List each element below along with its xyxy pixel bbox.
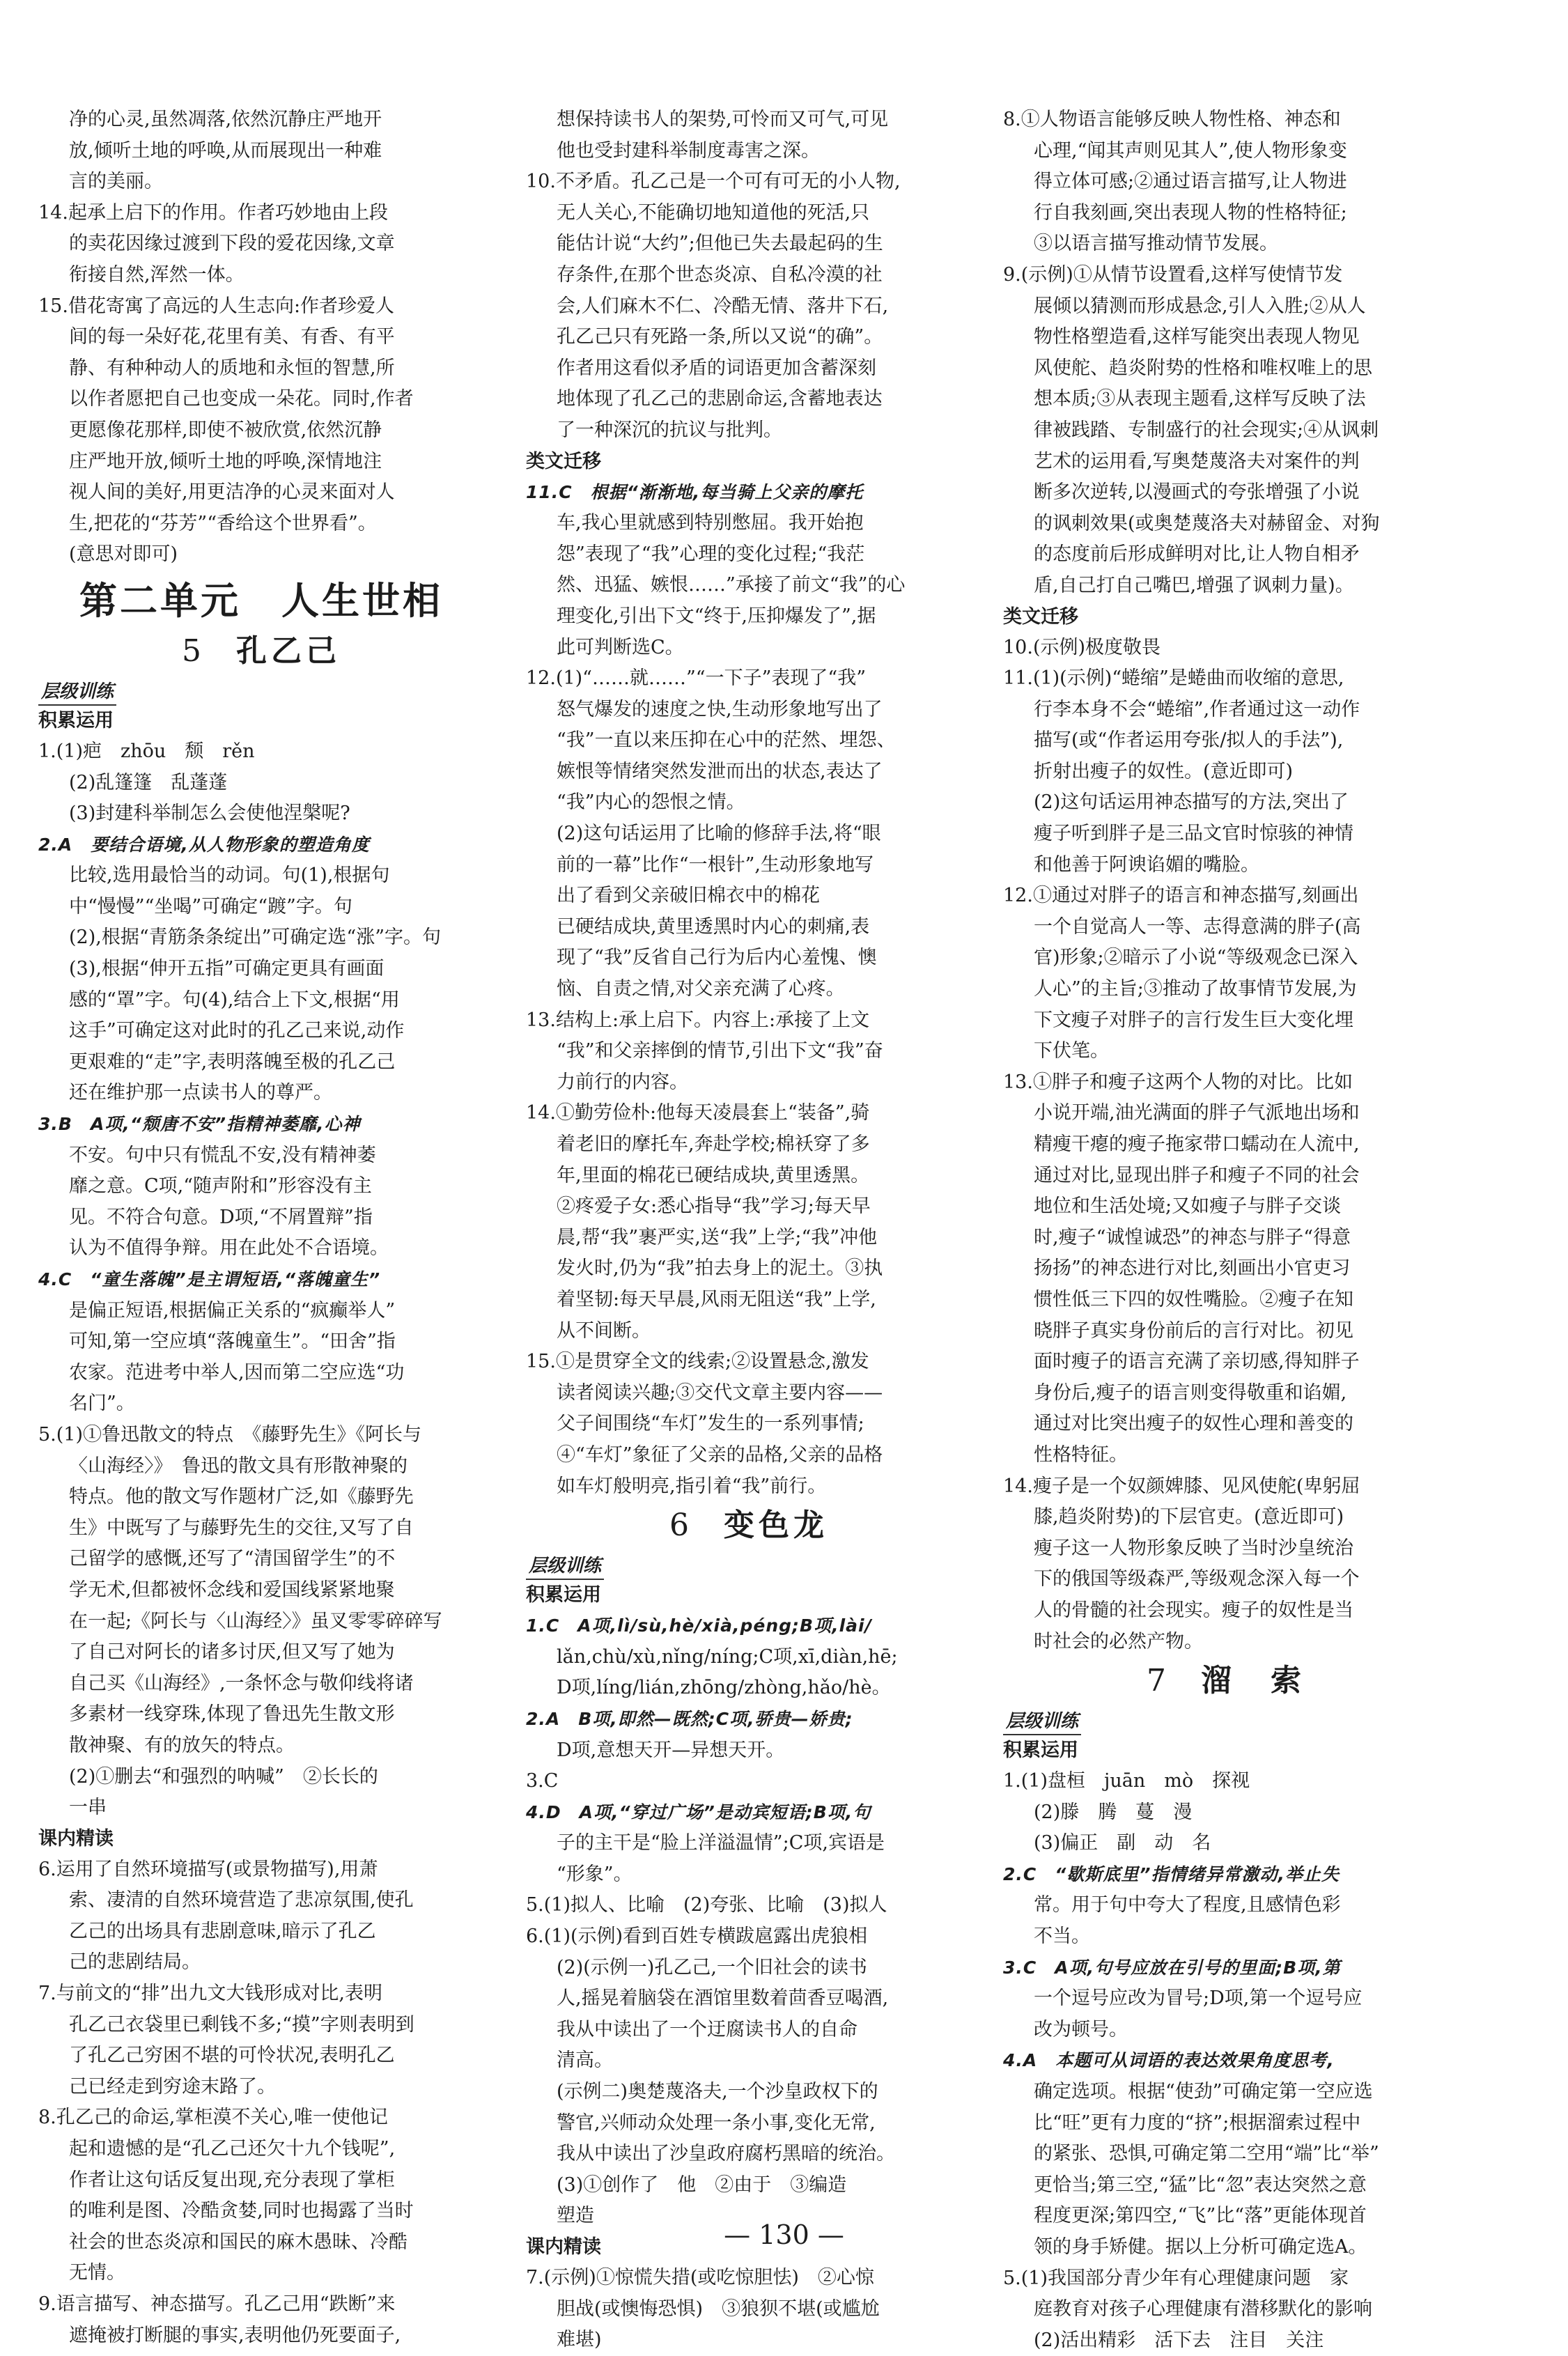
text-line: 地体现了孔乙己的悲剧命运,含蓄地表达 — [557, 388, 883, 410]
text-line: 了孔乙己穷困不堪的可怜状况,表明孔乙 — [69, 2045, 395, 2067]
text-line: 比“旺”更有力度的“挤”;根据溜索过程中 — [1034, 2111, 1361, 2134]
text-line: 确定选项。根据“使劲”可确定第一空应选 — [1034, 2081, 1373, 2103]
text-line: 认为不值得争辩。用在此处不合语境。 — [69, 1237, 389, 1260]
text-line: 程度更深;第四空,“飞”比“落”更能体现首 — [1034, 2205, 1367, 2227]
text-line: “我”内心的怨恨之情。 — [557, 791, 745, 814]
text-line: 10.不矛盾。孔乙己是一个可有可无的小人物, — [526, 171, 901, 193]
text-line: 了一种深沉的抗议与批判。 — [557, 419, 782, 441]
text-line: 晨,帮“我”裹严实,送“我”上学;“我”冲他 — [557, 1226, 878, 1248]
text-line: 人心”的主旨;③推动了故事情节发展,为 — [1034, 978, 1357, 1000]
text-line: 想本质;③从表现主题看,这样写反映了法 — [1034, 388, 1366, 410]
text-line: 惯性低三下四的奴性嘴脸。②瘦子在知 — [1034, 1288, 1353, 1310]
text-line: 发火时,仍为“我”拍去身上的泥土。③执 — [557, 1257, 883, 1280]
text-line: 现了“我”反省自己行为后内心羞愧、懊 — [557, 947, 877, 969]
text-line: 感的“罩”字。句(4),结合上下文,根据“用 — [69, 989, 400, 1011]
answer-block — [1003, 633, 1449, 1658]
text-line: 行李本身不会“蜷缩”,作者通过这一动作 — [1034, 698, 1360, 720]
section-heading: 类文迁移 — [526, 450, 601, 472]
text-line: 6.(1)(示例)看到百姓专横跋扈露出虎狼相 — [526, 1925, 868, 1948]
text-line: 3.B A项,“颓唐不安”指精神萎靡,心神 — [38, 1114, 361, 1135]
text-line: 断多次逆转,以漫画式的夸张增强了小说 — [1034, 481, 1360, 504]
text-line: 靡之意。C项,“随声附和”形容没有主 — [69, 1175, 372, 1198]
text-line: 3.C — [526, 1770, 559, 1792]
text-line: 是偏正短语,根据偏正关系的“疯癫举人” — [69, 1299, 396, 1322]
text-line: 艺术的运用看,写奥楚蔑洛夫对案件的判 — [1034, 450, 1360, 472]
text-line: 清高。 — [557, 2049, 613, 2072]
text-line: 心理,“闻其声则见其人”,使人物形象变 — [1034, 139, 1347, 162]
text-line: 一个逗号应改为冒号;D项,第一个逗号应 — [1034, 1987, 1363, 2010]
text-line: 通过对比,显现出胖子和瘦子不同的社会 — [1034, 1164, 1360, 1186]
section-tag: 层级训练 — [526, 1553, 604, 1580]
text-line: ③以语言描写推动情节发展。 — [1034, 233, 1278, 255]
text-line: 在一起;《阿长与〈山海经〉》虽叉零零碎碎写 — [69, 1610, 442, 1632]
text-line: 作者用这看似矛盾的词语更加含蓄深刻 — [557, 357, 876, 379]
text-line: 学无术,但都被怀念线和爱国线紧紧地聚 — [69, 1579, 395, 1601]
answer-block — [526, 1611, 972, 2232]
text-line: (2)(示例一)孔乙己,一个旧社会的读书 — [557, 1956, 867, 1978]
lesson-number: 5 — [182, 633, 205, 669]
column-middle — [526, 104, 972, 2356]
text-line: 瘦子这一人物形象反映了当时沙皇统治 — [1034, 1537, 1353, 1559]
text-line: 前的一幕”比作“一根针”,生动形象地写 — [557, 853, 874, 876]
text-line: 性格特征。 — [1034, 1443, 1128, 1466]
text-line: 11.(1)(示例)“蜷缩”是蜷曲而收缩的意思, — [1003, 667, 1344, 690]
text-line: ②疼爱子女:悉心指导“我”学习;每天早 — [557, 1195, 871, 1218]
text-line: 1.(1)盘桓 juān mò 探视 — [1003, 1770, 1250, 1792]
text-line: (意思对即可) — [69, 543, 178, 566]
text-line: (2)活出精彩 活下去 注目 关注 — [1034, 2329, 1324, 2351]
text-line: 的态度前后形成鲜明对比,让人物自相矛 — [1034, 543, 1360, 566]
text-line: 人,摇晃着脑袋在酒馆里数着茴香豆喝酒, — [557, 1987, 889, 2010]
text-line: 子的主干是“脸上洋溢温情”;C项,宾语是 — [557, 1832, 885, 1854]
text-line: 常。用于句中夸大了程度,且感情色彩 — [1034, 1894, 1341, 1916]
text-line: 孔乙己只有死路一条,所以又说“的确”。 — [557, 326, 883, 348]
section-tag: 层级训练 — [1003, 1709, 1081, 1735]
text-line: 车,我心里就感到特别憋屈。我开始抱 — [557, 512, 864, 534]
text-line: 会,人们麻木不仁、冷酷无情、落井下石, — [557, 295, 889, 317]
lesson-title — [38, 629, 484, 674]
section-heading: 积累运用 — [526, 1584, 601, 1606]
lesson-name: 孔乙己 — [236, 633, 341, 669]
text-line: 下伏笔。 — [1034, 1040, 1109, 1062]
text-line: 父子间围绕“车灯”发生的一系列事情; — [557, 1413, 864, 1435]
text-line: 8.孔乙己的命运,掌柜漠不关心,唯一使他记 — [38, 2107, 388, 2129]
text-line: “我”和父亲摔倒的情节,引出下文“我”奋 — [557, 1040, 883, 1062]
text-line: (2)这句话运用了比喻的修辞手法,将“眼 — [557, 823, 881, 845]
lesson-number: 6 — [669, 1508, 693, 1544]
text-line: 一串 — [69, 1797, 107, 1819]
text-line: “形象”。 — [557, 1863, 632, 1885]
section-heading: 类文迁移 — [1003, 605, 1078, 628]
text-line: 14.①勤劳俭朴:他每天凌晨套上“装备”,骑 — [526, 1102, 870, 1124]
text-line: 和他善于阿谀谄媚的嘴脸。 — [1034, 853, 1259, 876]
text-line: 领的身手矫健。据以上分析可确定选A。 — [1034, 2236, 1367, 2258]
text-line: 精瘦干瘪的瘦子拖家带口蠕动在人流中, — [1034, 1133, 1360, 1155]
text-line: 风使舵、趋炎附势的性格和唯权唯上的思 — [1034, 357, 1372, 379]
text-line: 农家。范进考中举人,因而第二空应选“功 — [69, 1361, 405, 1384]
text-line: 不安。句中只有慌乱不安,没有精神萎 — [69, 1144, 376, 1166]
text-line: 这手”可确定这对此时的孔乙己来说,动作 — [69, 1020, 405, 1042]
text-line: 12.(1)“……就……”“一下子”表现了“我” — [526, 667, 867, 690]
text-line: 多素材一线穿珠,体现了鲁迅先生散文形 — [69, 1703, 395, 1726]
text-line: 孔乙己衣袋里已剩钱不多;“摸”字则表明到 — [69, 2013, 414, 2036]
text-line: (2)滕 腾 蔓 漫 — [1034, 1801, 1193, 1823]
text-line: 更恰当;第三空,“猛”比“忽”表达突然之意 — [1034, 2173, 1367, 2196]
text-line: (2)这句话运用神态描写的方法,突出了 — [1034, 791, 1349, 814]
text-line: 8.①人物语言能够反映人物性格、神态和 — [1003, 109, 1341, 130]
text-line: 3.C A项,句号应放在引号的里面;B项,第 — [1003, 1957, 1341, 1978]
text-line: 面时瘦子的语言充满了亲切感,得知胖子 — [1034, 1351, 1360, 1373]
text-line: 物性格塑造看,这样写能突出表现人物见 — [1034, 326, 1360, 348]
text-line: 自己买《山海经》,一条怀念与敬仰线将诸 — [69, 1672, 414, 1694]
text-line: 难堪) — [557, 2329, 602, 2351]
text-line: 静、有种种动人的质地和永恒的智慧,所 — [69, 357, 395, 379]
text-line: 人的骨髓的社会现实。瘦子的奴性是当 — [1034, 1599, 1353, 1621]
section-heading: 课内精读 — [526, 2236, 601, 2258]
text-line: 怒气爆发的速度之快,生动形象地写出了 — [557, 698, 883, 720]
text-line: 言的美丽。 — [69, 171, 163, 193]
text-line: 比较,选用最恰当的动词。句(1),根据句 — [69, 865, 390, 887]
text-line: 9.(示例)①从情节设置看,这样写使情节发 — [1003, 263, 1343, 286]
lesson-name: 变色龙 — [724, 1508, 828, 1544]
text-line: 14.起承上启下的作用。作者巧妙地由上段 — [38, 201, 388, 224]
text-line: 从不间断。 — [557, 1319, 651, 1342]
text-line: 中“慢慢”“坐喝”可确定“踱”字。句 — [69, 895, 352, 917]
text-line: 间的每一朵好花,花里有美、有香、有平 — [69, 326, 395, 348]
text-line: 更艰难的“走”字,表明落魄至极的孔乙己 — [69, 1051, 396, 1073]
text-line: 一个自觉高人一等、志得意满的胖子(高 — [1034, 915, 1361, 938]
text-line: 散神聚、有的放矢的特点。 — [69, 1734, 295, 1756]
lesson-name: 溜 索 — [1201, 1663, 1305, 1699]
text-line: 〈山海经〉》 鲁迅的散文具有形散神聚的 — [69, 1455, 407, 1477]
text-line: 2.A 要结合语境,从人物形象的塑造角度 — [38, 834, 370, 855]
text-line: 存条件,在那个世态炎凉、自私冷漠的社 — [557, 263, 883, 286]
text-line: 13.结构上:承上启下。内容上:承接了上文 — [526, 1009, 870, 1031]
text-line: 出了看到父亲破旧棉衣中的棉花 — [557, 885, 820, 907]
text-line: ④“车灯”象征了父亲的品格,父亲的品格 — [557, 1443, 883, 1466]
text-line: 以作者愿把自己也变成一朵花。同时,作者 — [69, 388, 414, 410]
text-line: 11.C 根据“渐渐地,每当骑上父亲的摩托 — [526, 481, 864, 502]
text-line: 无人关心,不能确切地知道他的死活,只 — [557, 201, 870, 224]
lesson-title — [526, 1503, 972, 1548]
text-line: 索、凄清的自然环境营造了悲凉氛围,使孔 — [69, 1889, 414, 1912]
text-line: 作者让这句话反复出现,充分表现了掌柜 — [69, 2169, 395, 2191]
text-line: 盾,自己打自己嘴巴,增强了讽刺力量)。 — [1034, 574, 1354, 596]
text-line: 生》中既写了与藤野先生的交往,又写了自 — [69, 1517, 414, 1539]
text-line: 放,倾听土地的呼唤,从而展现出一种难 — [69, 139, 382, 162]
text-line: 无情。 — [69, 2262, 125, 2284]
text-line: 衔接自然,浑然一体。 — [69, 263, 244, 286]
text-line: 2.A B项,即然—既然;C项,骄贵—娇贵; — [526, 1708, 853, 1729]
section-heading: 课内精读 — [38, 1827, 114, 1850]
text-line: 名门”。 — [69, 1393, 135, 1415]
text-line: (3),根据“伸开五指”可确定更具有画面 — [69, 958, 385, 980]
text-line: 折射出瘦子的奴性。(意近即可) — [1034, 760, 1294, 782]
text-line: 遮掩被打断腿的事实,表明他仍死要面子, — [69, 2324, 401, 2346]
text-line: 9.语言描写、神态描写。孔乙己用“跌断”来 — [38, 2293, 396, 2315]
text-line: 12.①通过对胖子的语言和神态描写,刻画出 — [1003, 885, 1359, 907]
text-line: 理变化,引出下文“终于,压抑爆发了”,据 — [557, 605, 876, 627]
text-line: 律被践踏、专制盛行的社会现实;④从讽刺 — [1034, 419, 1379, 441]
text-line: 已硬结成块,黄里透黑时内心的刺痛,表 — [557, 915, 870, 938]
text-line: 时社会的必然产物。 — [1034, 1630, 1203, 1652]
text-line: 扬扬”的神态进行对比,刻画出小官吏习 — [1034, 1257, 1351, 1280]
text-line: 14.瘦子是一个奴颜婢膝、见风使舵(卑躬屈 — [1003, 1475, 1360, 1497]
text-line: 5.(1)我国部分青少年有心理健康问题 家 — [1003, 2267, 1349, 2289]
text-line: 6.运用了自然环境描写(或景物描写),用萧 — [38, 1858, 378, 1880]
answer-block — [38, 1854, 484, 2352]
text-line: 2.C “歇斯底里”指情绪异常激动,举止失 — [1003, 1863, 1340, 1884]
text-line: 4.A 本题可从词语的表达效果角度思考, — [1003, 2050, 1335, 2071]
text-line: 的紧张、恐惧,可确定第二空用“端”比“举” — [1034, 2143, 1379, 2165]
text-line: 净的心灵,虽然凋落,依然沉静庄严地开 — [69, 109, 382, 130]
text-line: 行自我刻画,突出表现人物的性格特征; — [1034, 201, 1347, 224]
text-line: 胆战(或懊悔恐惧) ③狼狈不堪(或尴尬 — [557, 2297, 880, 2320]
text-line: 生,把花的“芬芳”“香给这个世界看”。 — [69, 512, 377, 534]
text-line: 不当。 — [1034, 1925, 1090, 1948]
text-line: 庭教育对孩子心理健康有潜移默化的影响 — [1034, 2298, 1372, 2320]
text-line: 通过对比突出瘦子的奴性心理和善变的 — [1034, 1413, 1353, 1435]
text-line: 4.D A项,“穿过广场”是动宾短语;B项,句 — [526, 1801, 871, 1822]
text-line: 地位和生活处境;又如瘦子与胖子交谈 — [1034, 1195, 1342, 1218]
text-line: 下文瘦子对胖子的言行发生巨大变化埋 — [1034, 1009, 1353, 1031]
text-line: 5.(1)拟人、比喻 (2)夸张、比喻 (3)拟人 — [526, 1894, 887, 1916]
text-line: 力前行的内容。 — [557, 1071, 688, 1093]
answer-block — [526, 477, 972, 1503]
text-line: 的讽刺效果(或奥楚蔑洛夫对赫留金、对狗 — [1034, 512, 1380, 534]
text-line: (2)①删去“和强烈的呐喊” ②长长的 — [69, 1765, 378, 1788]
text-line: 想保持读书人的架势,可怜而又可气,可见 — [557, 109, 889, 130]
unit-title: 第二单元 人生世相 — [79, 578, 443, 623]
answer-block — [38, 736, 484, 1824]
text-line: 展倾以猜测而形成悬念,引人入胜;②从人 — [1034, 295, 1366, 317]
text-line: 我从中读出了一个迂腐读书人的自命 — [557, 2018, 857, 2040]
column-left — [38, 104, 484, 2351]
text-line: 得立体可感;②通过语言描写,让人物进 — [1034, 171, 1347, 193]
text-line: 晓胖子真实身份前后的言行对比。初见 — [1034, 1319, 1353, 1342]
text-line: 身份后,瘦子的语言则变得敬重和谄媚, — [1034, 1381, 1347, 1404]
text-line: 视人间的美好,用更洁净的心灵来面对人 — [69, 481, 395, 504]
text-line: 官)形象;②暗示了小说“等级观念已深入 — [1034, 947, 1358, 969]
text-line: 嫉恨等情绪突然发泄而出的状态,表达了 — [557, 760, 883, 782]
text-line: 读者阅读兴趣;③交代文章主要内容—— — [557, 1381, 883, 1404]
text-line: 的卖花因缘过渡到下段的爱花因缘,文章 — [69, 233, 395, 255]
answer-block — [526, 104, 972, 447]
text-line: “我”一直以来压抑在心中的茫然、埋怨、 — [557, 729, 896, 752]
text-line: 了自己对阿长的诸多讨厌,但又写了她为 — [69, 1641, 395, 1664]
text-line: 他也受封建科举制度毒害之深。 — [557, 139, 820, 162]
page-number: — 130 — — [724, 2219, 844, 2250]
text-line: 的唯利是图、冷酷贪婪,同时也揭露了当时 — [69, 2200, 414, 2222]
text-line: 起和遗憾的是“孔乙己还欠十九个钱呢”, — [69, 2138, 396, 2160]
text-line: 乙己的出场具有悲剧意味,暗示了孔乙 — [69, 1920, 376, 1942]
text-line: 10.(示例)极度敬畏 — [1003, 636, 1161, 658]
answer-block — [38, 104, 484, 571]
text-line: 我从中读出了沙皇政府腐朽黑暗的统治。 — [557, 2143, 895, 2165]
text-line: lǎn,chù/xù,nǐng/níng;C项,xī,diàn,hē; — [557, 1645, 898, 1668]
text-line: 见。不符合句意。D项,“不屑置辩”指 — [69, 1206, 373, 1228]
text-line: 然、迅猛、嫉恨……”承接了前文“我”的心 — [557, 574, 906, 596]
text-line: 警官,兴师动众处理一条小事,变化无常, — [557, 2111, 876, 2134]
text-line: 己留学的感慨,还写了“清国留学生”的不 — [69, 1548, 396, 1570]
text-line: 1.(1)疤 zhōu 颓 rěn — [38, 740, 255, 762]
text-line: 7.(示例)①惊慌失措(或吃惊胆怯) ②心惊 — [526, 2267, 874, 2288]
text-line: 能估计说“大约”;但他已失去最起码的生 — [557, 233, 883, 255]
text-line: 瘦子听到胖子是三品文官时惊骇的神情 — [1034, 823, 1353, 845]
text-line: (2)乱篷篷 乱蓬蓬 — [69, 771, 228, 793]
text-line: (3)偏正 副 动 名 — [1034, 1832, 1211, 1854]
text-line: D项,意想天开—异想天开。 — [557, 1739, 785, 1761]
text-line: 年,里面的棉花已硬结成块,黄里透黑。 — [557, 1164, 870, 1186]
text-line: D项,líng/lián,zhōng/zhòng,hǎo/hè。 — [557, 1677, 891, 1699]
answer-block — [1003, 104, 1449, 602]
text-line: (示例二)奥楚蔑洛夫,一个沙皇政权下的 — [557, 2081, 878, 2103]
text-line: 恼、自责之情,对父亲充满了心疼。 — [557, 978, 845, 1000]
text-line: 时,瘦子“诚惶诚恐”的神态与胖子“得意 — [1034, 1226, 1351, 1248]
column-right — [1003, 104, 1449, 2356]
text-line: 5.(1)①鲁迅散文的特点 《藤野先生》《阿长与 — [38, 1423, 422, 1446]
text-line: 4.C “童生落魄”是主谓短语,“落魄童生” — [38, 1269, 381, 1289]
text-line: 下的俄国等级森严,等级观念深入每一个 — [1034, 1568, 1360, 1590]
text-line: (3)封建科举制怎么会使他涅槃呢? — [69, 803, 350, 825]
text-line: 改为顿号。 — [1034, 2018, 1128, 2040]
text-line: 着老旧的摩托车,奔赴学校;棉袄穿了多 — [557, 1133, 870, 1155]
text-line: 1.C A项,lì/sù,hè/xià,péng;B项,lài/ — [526, 1615, 872, 1636]
text-line: 庄严地开放,倾听土地的呼唤,深情地注 — [69, 450, 382, 472]
text-line: 膝,趋炎附势)的下层官吏。(意近即可) — [1034, 1506, 1344, 1528]
lesson-title — [1003, 1659, 1449, 1703]
text-line: 更愿像花那样,即使不被欣赏,依然沉静 — [69, 419, 382, 441]
text-line: 可知,第一空应填“落魄童生”。“田舍”指 — [69, 1331, 396, 1353]
lesson-number: 7 — [1147, 1663, 1170, 1699]
answer-block — [1003, 1766, 1449, 2356]
text-line: 15.借花寄寓了高远的人生志向:作者珍爱人 — [38, 295, 395, 317]
text-line: 己已经走到穷途末路了。 — [69, 2075, 276, 2098]
text-line: 社会的世态炎凉和国民的麻木愚昧、冷酷 — [69, 2231, 407, 2253]
text-line: 己的悲剧结局。 — [69, 1951, 201, 1974]
text-line: 特点。他的散文写作题材广泛,如《藤野先 — [69, 1486, 414, 1508]
text-line: 还在维护那一点读书人的尊严。 — [69, 1082, 332, 1104]
text-line: 怨”表现了“我”心理的变化过程;“我茫 — [557, 543, 865, 565]
text-line: 塑造 — [557, 2205, 594, 2227]
section-heading: 积累运用 — [38, 709, 114, 731]
text-line: 着坚韧:每天早晨,风雨无阻送“我”上学, — [557, 1288, 876, 1310]
text-line: 此可判断选C。 — [557, 636, 684, 658]
text-line: 小说开端,油光满面的胖子气派地出场和 — [1034, 1102, 1360, 1124]
text-line: 描写(或“作者运用夸张/拟人的手法”), — [1034, 729, 1344, 752]
section-heading: 积累运用 — [1003, 1739, 1078, 1762]
text-line: 7.与前文的“排”出九文大钱形成对比,表明 — [38, 1983, 382, 2005]
section-tag: 层级训练 — [38, 679, 116, 706]
text-line: 如车灯般明亮,指引着“我”前行。 — [557, 1475, 827, 1497]
text-line: (2),根据“青筋条条绽出”可确定选“涨”字。句 — [69, 927, 442, 949]
text-line: 15.①是贯穿全文的线索;②设置悬念,激发 — [526, 1351, 869, 1373]
text-line: (3)①创作了 他 ②由于 ③编造 — [557, 2173, 847, 2196]
answer-block — [526, 2263, 972, 2356]
text-line: 13.①胖子和瘦子这两个人物的对比。比如 — [1003, 1071, 1353, 1093]
